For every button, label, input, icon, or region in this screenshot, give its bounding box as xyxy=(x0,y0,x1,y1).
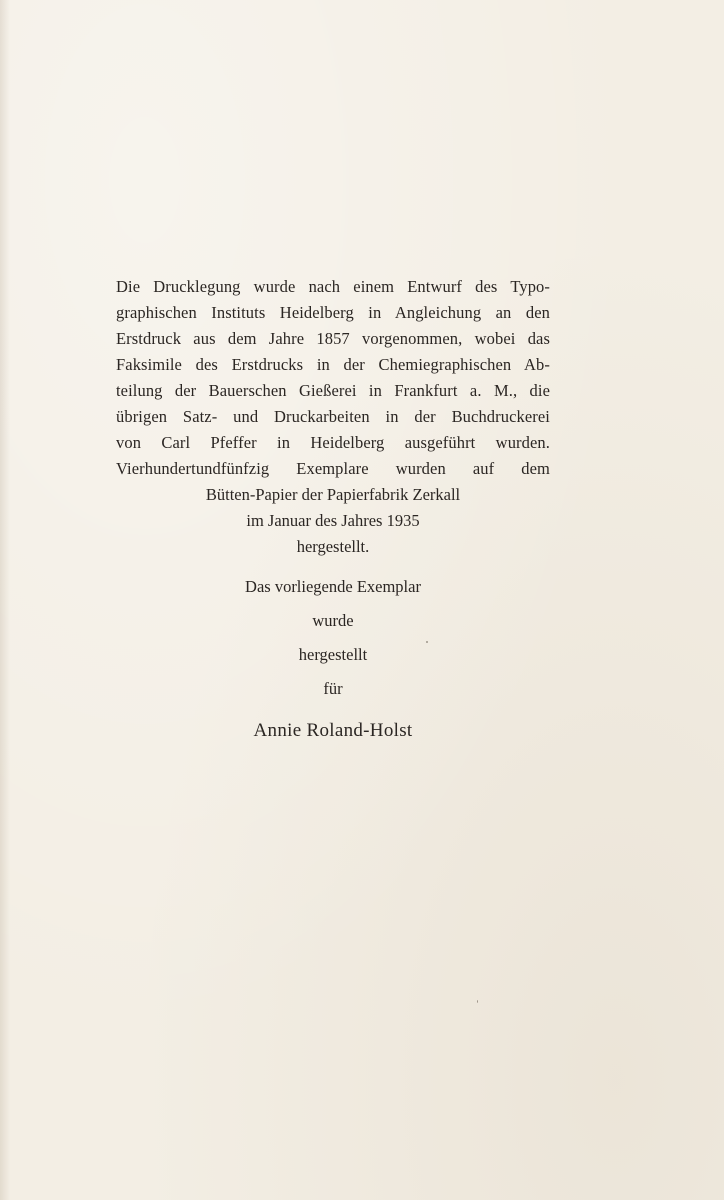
colophon-line: Erstdruck aus dem Jahre 1857 vorgenommen, wobei das xyxy=(116,329,550,348)
colophon-line: Vierhundertundfünfzig Exemplare wurden auf dem xyxy=(116,459,550,478)
colophon-line: teilung der Bauerschen Gießerei in Frankfurt a. M., die xyxy=(116,381,550,400)
paper-speck xyxy=(426,641,428,643)
colophon-line: Bütten-Papier der Papierfabrik Zerkall xyxy=(205,485,461,504)
recipient-name: Annie Roland-Holst xyxy=(253,720,413,741)
dedication-line: für xyxy=(323,679,343,698)
colophon-line: graphischen Instituts Heidelberg in Angleichung an den xyxy=(116,303,550,322)
dedication-block xyxy=(116,570,550,748)
page-edge-shadow xyxy=(0,0,10,1200)
colophon-line: hergestellt. xyxy=(296,537,370,556)
colophon-line: Faksimile des Erstdrucks in der Chemiegraphischen Ab- xyxy=(116,355,550,374)
colophon-line: im Januar des Jahres 1935 xyxy=(246,511,420,530)
colophon-line: von Carl Pfeffer in Heidelberg ausgeführt wurden. xyxy=(116,433,550,452)
dedication-line: Das vorliegende Exemplar xyxy=(245,577,421,596)
colophon-line: Die Drucklegung wurde nach einem Entwurf des Typo- xyxy=(116,277,550,296)
paper-speck xyxy=(477,1000,478,1003)
dedication-line: wurde xyxy=(312,611,354,630)
colophon-line: übrigen Satz- und Druckarbeiten in der Buchdruckerei xyxy=(116,407,550,426)
colophon-text xyxy=(116,274,550,560)
dedication-line: hergestellt xyxy=(298,645,368,664)
